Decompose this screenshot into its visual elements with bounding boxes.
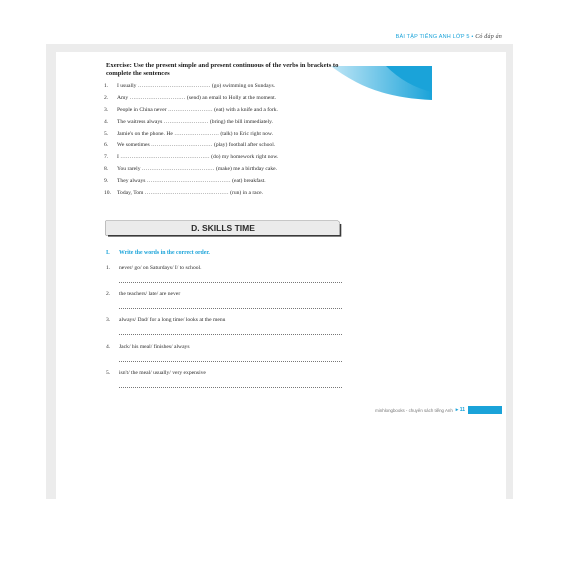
item-number: 6. [104, 142, 109, 149]
exercise-item [104, 140, 349, 152]
item-text: I usually ………………………………… (go) swimming on Sundays. [117, 83, 276, 89]
exercise-item [104, 81, 349, 93]
answer-line [119, 361, 342, 362]
question-prompt: Jack/ his meal/ finishes/ always [119, 343, 190, 350]
exercise-item [104, 117, 349, 129]
exercise-list [104, 81, 349, 200]
question-prompt: always/ Dad/ for a long time/ looks at the menu [119, 317, 226, 324]
page-number-value: 11 [459, 407, 465, 413]
question-item [106, 288, 342, 314]
item-text: Jamie's on the phone. He …………………… (talk) to Eric right now. [117, 130, 273, 137]
item-number: 5. [104, 130, 109, 137]
section-banner-label: D. SKILLS TIME [191, 223, 255, 233]
question-number: 3. [106, 317, 111, 324]
footer-color-bar [468, 406, 502, 414]
exercise-item [104, 188, 349, 200]
section-banner [104, 219, 342, 237]
book-header-subtitle: Có đáp án [475, 34, 502, 40]
task-number: I. [106, 250, 110, 256]
question-number: 5. [106, 369, 111, 376]
task-instruction: Write the words in the correct order. [119, 250, 210, 256]
question-item [106, 367, 342, 393]
skills-question-list [106, 262, 342, 393]
answer-line [119, 308, 342, 309]
exercise-item [104, 164, 349, 176]
item-text: I ………………………………………… (do) my homework right now. [117, 154, 279, 161]
item-number: 8. [104, 166, 109, 173]
item-number: 7. [104, 154, 109, 161]
item-number: 9. [104, 178, 109, 185]
item-text: They always ……………………………………… (eat) breakfast. [117, 178, 266, 185]
exercise-item [104, 129, 349, 141]
item-text: People in China never …………………… (eat) with a knife and a fork. [117, 106, 278, 113]
question-item [106, 262, 342, 288]
exercise-item [104, 152, 349, 164]
question-prompt: isn't/ the meal/ usually/ very expensive [119, 369, 206, 376]
book-header-title: BÀI TẬP TIẾNG ANH LỚP 5 • [395, 34, 474, 40]
item-number: 1. [104, 83, 109, 89]
item-number: 10. [104, 190, 111, 197]
answer-line [119, 334, 342, 335]
question-prompt: never/ go/ on Saturdays/ I/ to school. [119, 265, 202, 271]
exercise-item [104, 105, 349, 117]
exercise-item [104, 93, 349, 105]
exercise-item [104, 176, 349, 188]
item-text: We sometimes …………………………… (play) football after school. [117, 142, 276, 149]
item-number: 4. [104, 118, 109, 125]
item-text: Today, Tom ……………………………………… (run) in a race. [117, 190, 264, 197]
question-item [106, 314, 342, 340]
task-heading [106, 250, 210, 256]
answer-line [119, 387, 342, 388]
book-header [396, 34, 502, 40]
page-number: ▸ 11 [455, 407, 465, 413]
exercise-title: Exercise: Use the present simple and present continuous of the verbs in brackets to complete the sentences [106, 62, 339, 77]
page-footer [375, 406, 502, 414]
question-number: 4. [106, 343, 111, 350]
item-text: Amy ………………………… (send) an email to Holly at the moment. [117, 94, 277, 101]
item-number: 3. [104, 106, 109, 113]
item-number: 2. [104, 94, 109, 101]
answer-line [119, 282, 342, 283]
question-number: 1. [106, 265, 111, 271]
question-prompt: the teachers/ late/ are never [119, 291, 181, 298]
question-item [106, 341, 342, 367]
item-text: You rarely ………………………………… (make) me a birthday cake. [117, 166, 278, 173]
footer-publisher: minhlongbooks - chuyên sách tiếng Anh [375, 407, 453, 413]
item-text: The waitress always …………………… (bring) the bill immediately. [117, 118, 273, 125]
question-number: 2. [106, 291, 111, 298]
